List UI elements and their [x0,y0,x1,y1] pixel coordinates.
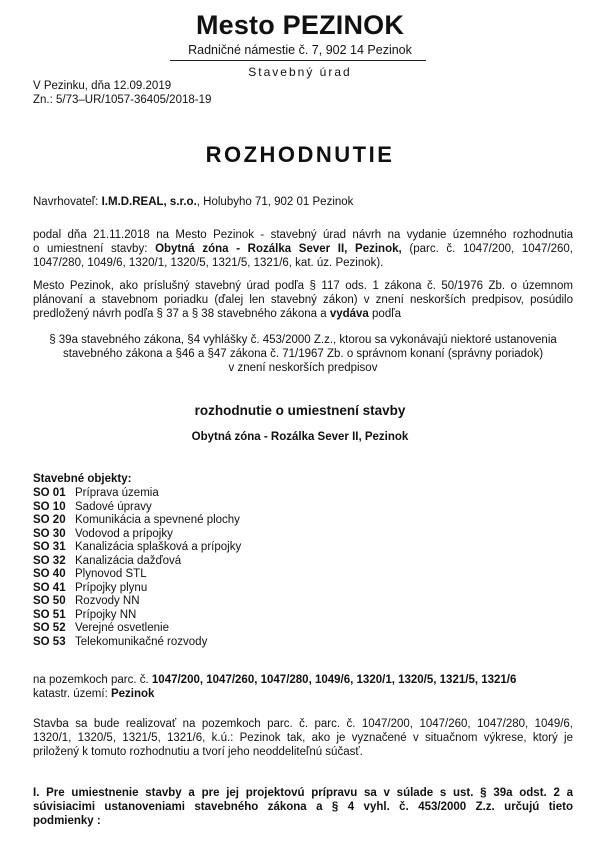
applicant-label: Navrhovateľ: [33,196,99,208]
paragraph-line: podmienky : [33,815,101,827]
reference-number: Zn.: 5/73–UR/1057-36405/2018-19 [33,94,212,106]
object-name: Prípojky plynu [75,581,148,594]
issues-keyword: vydáva [329,308,369,320]
cadastre-line [33,688,154,700]
paragraph-line [33,307,573,321]
decision-subtitle: rozhodnutie o umiestnení stavby [194,403,406,418]
applicant-name: I.M.D.REAL, s.r.o. [101,196,197,208]
text-run: o umiestnení stavby: [33,243,156,255]
paragraph-line: priložený k tomuto rozhodnutiu a tvorí jeho neoddeliteľnú súčasť. [33,746,363,758]
parcel-numbers: 1047/200, 1047/260, 1047/280, 1049/6, 1320/1, 1320/5, 1321/5, 1321/6 [151,674,517,686]
legal-basis-line: stavebného zákona a §46 a §47 zákona č. 71/1967 Zb. o správnom konaní (správny poriadok) [62,348,544,360]
object-name: Rozvody NN [75,595,140,607]
object-code: SO 52 [33,622,66,634]
object-code: SO 50 [33,595,66,607]
text-run: katastr. území: [33,688,111,700]
object-code: SO 10 [33,500,66,513]
paragraph-line: I. Pre umiestnenie stavby a pre jej projektovú prípravu sa v súlade s ust. § 39a odst. 2 a [33,787,573,799]
paragraph-line: 1047/280, 1049/6, 1320/1, 1320/5, 1321/5, 1321/6, kat. úz. Pezinok). [33,257,384,269]
object-name: Prípojky NN [75,608,137,621]
authority-address: Radničné námestie č. 7, 902 14 Pezinok [188,43,412,57]
object-name: Kanalizácia splašková a prípojky [75,541,242,553]
location-paragraph [33,717,573,759]
paragraph-line: Stavba sa bude realizovať na pozemkoch parc. č. parc. č. 1047/200, 1047/260, 1047/280, 1049/6, [33,718,573,730]
objects-title: Stavebné objekty: [33,473,132,485]
object-code: SO 41 [33,581,66,594]
object-code: SO 53 [33,635,66,648]
object-name: Príprava územia [75,487,159,499]
object-code: SO 30 [33,527,66,540]
object-code: SO 40 [33,568,66,580]
object-code: SO 31 [33,541,66,553]
object-name: Kanalizácia dažďová [75,554,182,567]
office-name: Stavebný úrad [248,65,352,79]
object-name: Komunikácia a spevnené plochy [75,514,240,526]
decision-project: Obytná zóna - Rozálka Sever II, Pezinok [191,431,409,443]
legal-basis-line: § 39a stavebného zákona, §4 vyhlášky č. 453/2000 Z.z., ktorou sa vykonávajú niektoré ustanovenia [49,334,557,346]
paragraph-line: podal dňa 21.11.2018 na Mesto Pezinok - stavebný úrad návrh na vydanie územného rozhodnutia [33,229,573,241]
paragraph-line: 1320/1, 1320/5, 1321/5, 1321/6, k.ú.: Pezinok tak, ako je vyznačené v situačnom výkrese, ktorý je [33,732,573,744]
text-run: predložený návrh podľa § 37 a § 38 stavebného zákona a [33,308,330,320]
page-title: Mesto PEZINOK [195,10,405,40]
object-name: Telekomunikačné rozvody [75,635,208,648]
place-and-date: V Pezinku, dňa 12.09.2019 [33,80,172,92]
document-heading: ROZHODNUTIE [205,142,395,167]
applicant-line [33,196,353,208]
paragraph-line [33,242,573,256]
authority-paragraph [33,279,573,321]
text-run: na pozemkoch parc. č. [33,674,152,686]
object-code: SO 01 [33,487,66,499]
object-code: SO 32 [33,554,66,567]
object-name: Sadové úpravy [75,500,152,513]
paragraph-line: súvisiacimi ustanoveniami stavebného zákona a § 4 vyhl. č. 453/2000 Z.z. určujú tieto [33,801,573,813]
application-paragraph [33,228,573,270]
cadastre-name: Pezinok [110,688,155,700]
text-run: (parc. č. 1047/200, 1047/260, [401,243,574,255]
project-name: Obytná zóna - Rozálka Sever II, Pezinok, [155,243,402,255]
text-run: podľa [368,308,401,320]
legal-basis [33,333,573,375]
parcels-line [33,674,516,686]
conditions-paragraph [33,786,573,828]
object-code: SO 51 [33,608,66,621]
paragraph-line: plánovaní a stavebnom poriadku (ďalej len stavebný zákon) v znení neskorších predpisov, posúdilo [33,294,573,306]
header-divider [170,60,426,61]
legal-basis-line: v znení neskorších predpisov [228,362,378,374]
object-code: SO 20 [33,514,66,526]
applicant-address: , Holubyho 71, 902 01 Pezinok [196,196,354,208]
object-name: Plynovod STL [75,568,147,580]
object-name: Vodovod a prípojky [75,527,173,540]
paragraph-line: Mesto Pezinok, ako príslušný stavebný úrad podľa § 117 ods. 1 zákona č. 50/1976 Zb. o územnom [33,280,573,292]
object-name: Verejné osvetlenie [75,622,169,634]
